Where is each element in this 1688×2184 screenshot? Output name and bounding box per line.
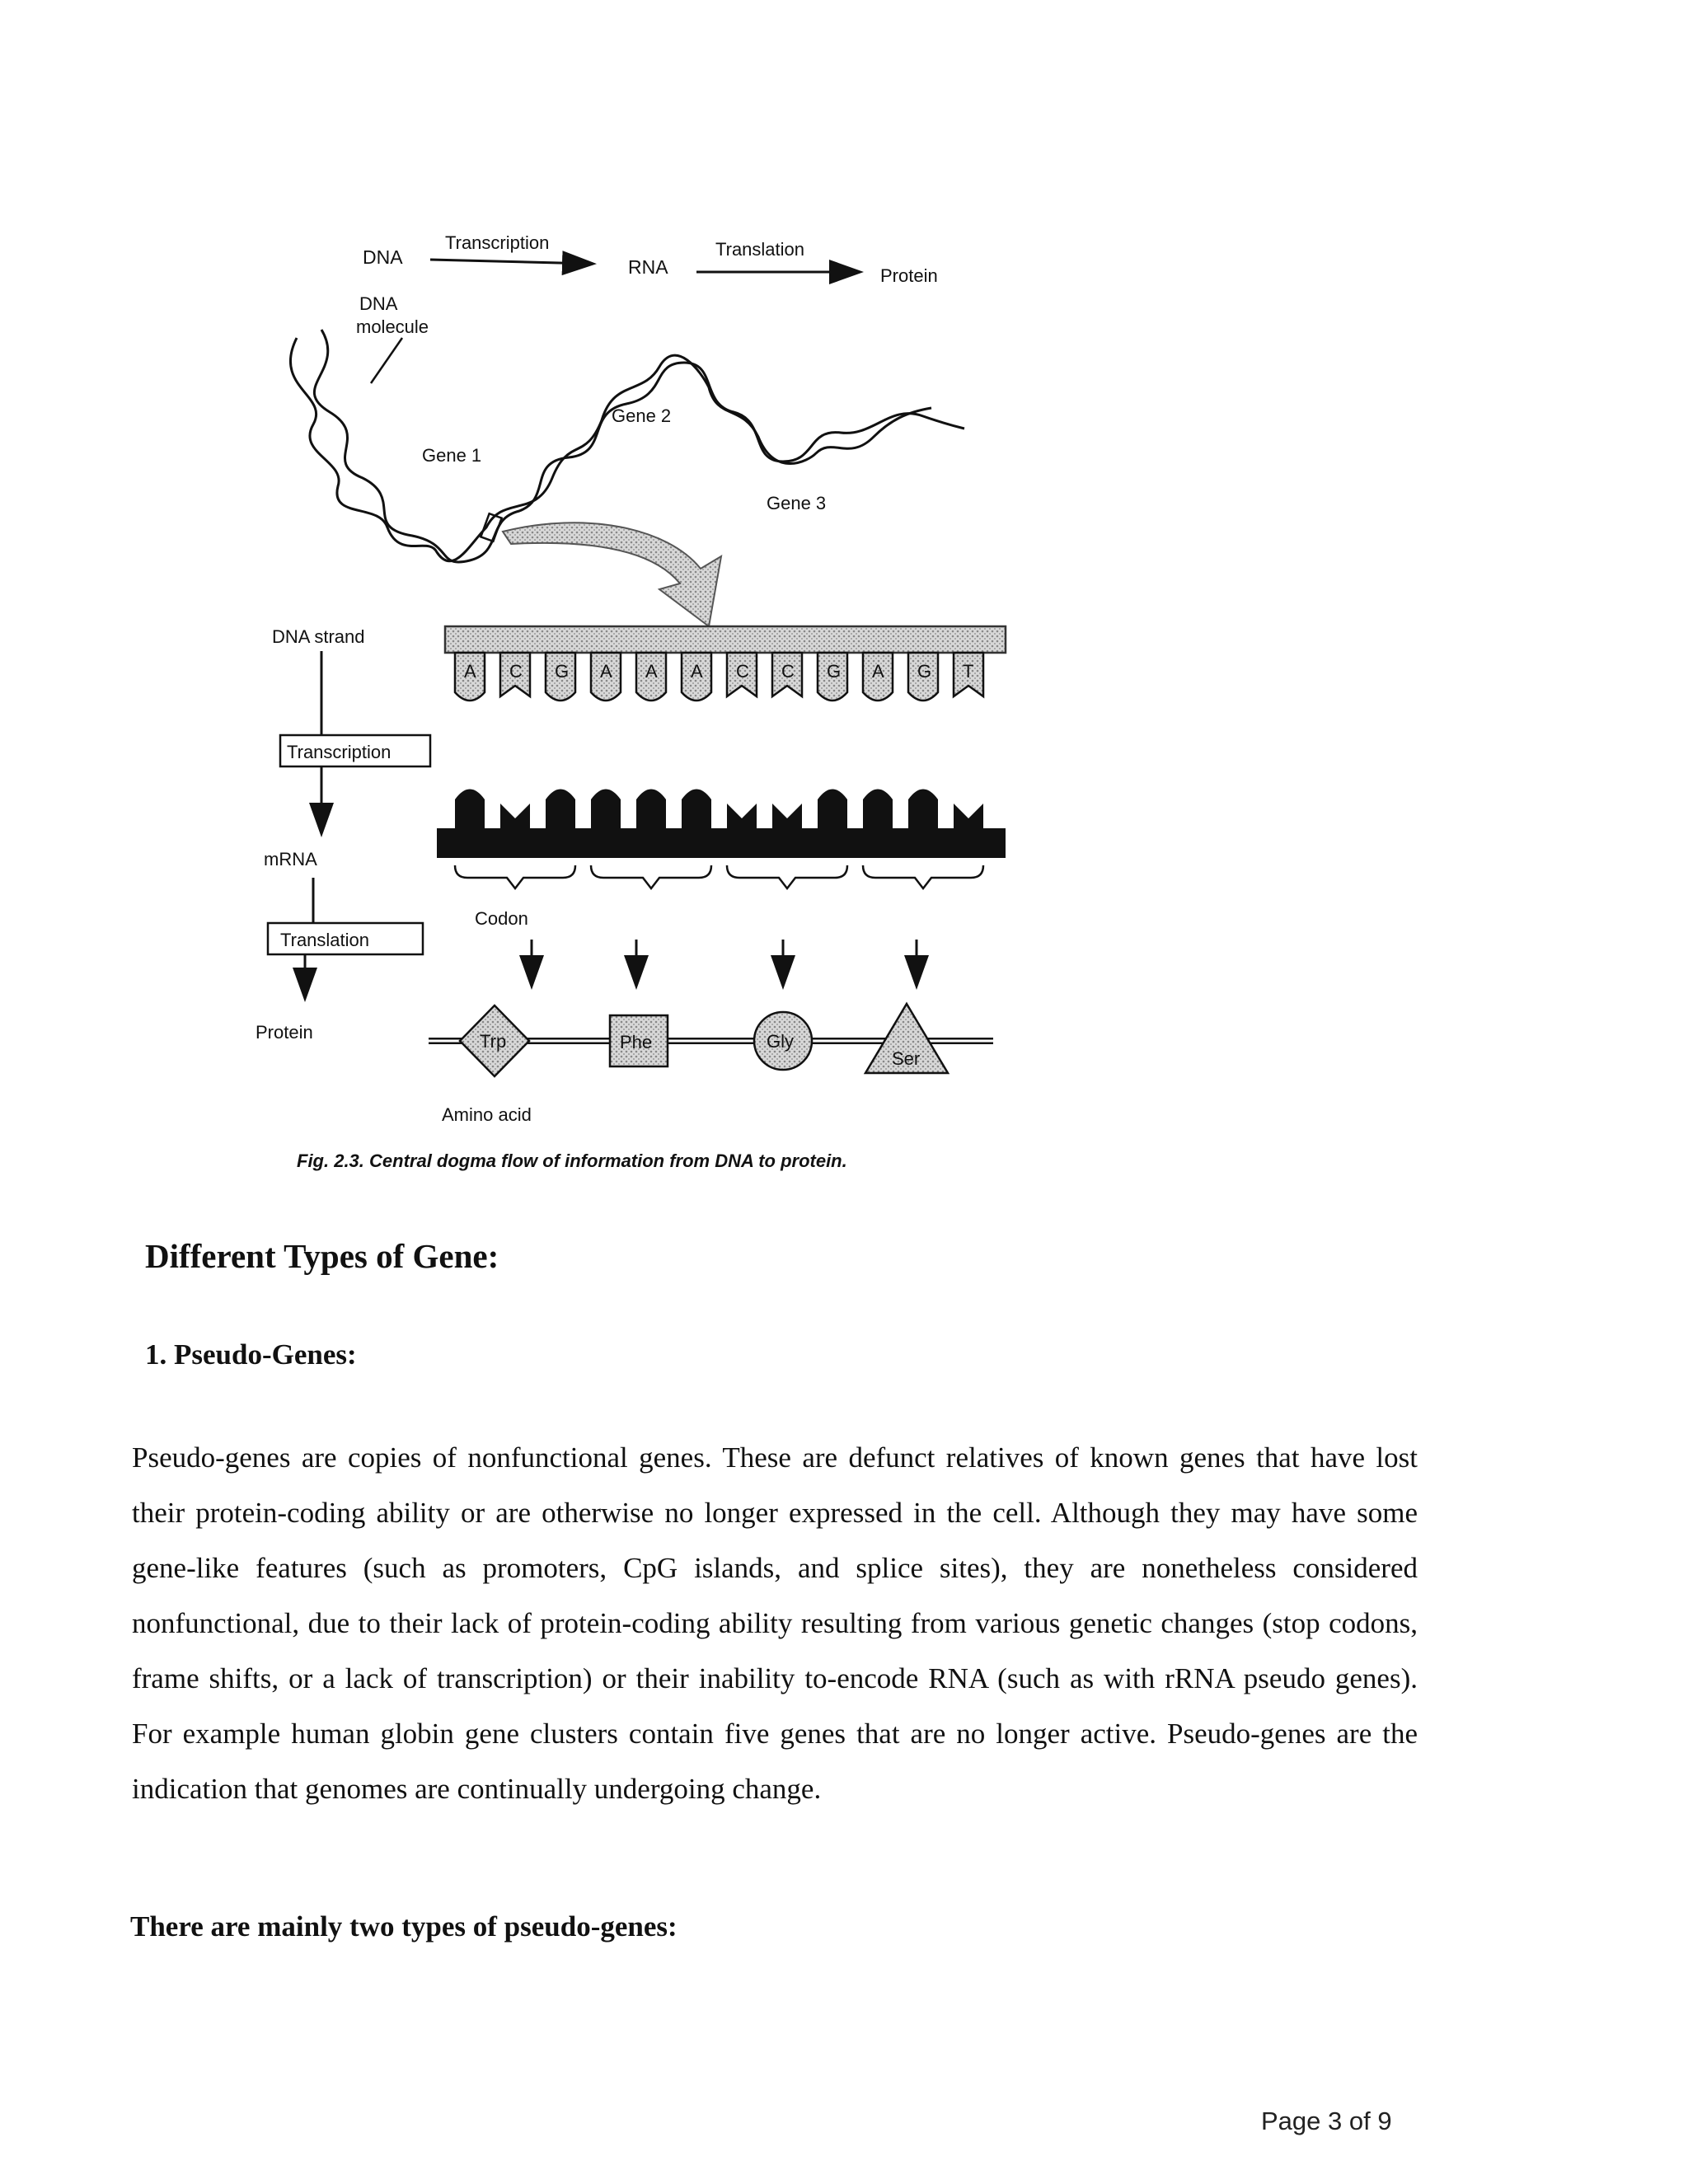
dogma-translation-label: Translation [715, 239, 805, 260]
codon-braces [455, 865, 983, 888]
dna-base [455, 653, 485, 701]
dogma-protein-label: Protein [880, 265, 938, 286]
amino-acid-trp-label: Trp [480, 1031, 507, 1052]
dna-base [636, 653, 666, 701]
dna-helix [290, 330, 964, 562]
dna-base [954, 653, 983, 696]
dna-base-label: G [827, 661, 842, 682]
dogma-dna-label: DNA [363, 246, 403, 268]
dna-base-label: A [872, 661, 884, 682]
dna-base [727, 653, 757, 696]
dna-molecule-label-line1: DNA [359, 293, 398, 314]
dna-base-label: A [645, 661, 658, 682]
gene-3-label: Gene 3 [767, 493, 827, 513]
page-number: Page 3 of 9 [1261, 2107, 1392, 2135]
central-dogma-diagram [239, 214, 1030, 1195]
amino-acid-ser-label: Ser [892, 1048, 921, 1069]
mrna-base [727, 804, 757, 828]
mrna-base [636, 790, 666, 829]
mrna-base [546, 790, 575, 829]
codon-brace [863, 865, 983, 888]
amino-acid-gly-label: Gly [767, 1031, 794, 1052]
mrna-base [455, 790, 485, 829]
zoom-arrow [503, 523, 721, 626]
dna-molecule-pointer [371, 338, 402, 383]
dna-base [546, 653, 575, 701]
figure-caption: Fig. 2.3. Central dogma flow of information from DNA to protein. [297, 1151, 847, 1171]
pseudo-genes-paragraph: Pseudo-genes are copies of nonfunctional genes. These are defunct relatives of known genes that have lost their protein-coding ability or are otherwise no longer expressed in the cell. Although they may have some gene-like features (such as promoters, CpG islands, and splice sites), they are nonetheless considered nonfunctional, due to their lack of protein-coding ability resulting from various genetic changes (stop codons, frame shifts, or a lack of transcription) or their inability to-encode RNA (such as with rRNA pseudo genes). For example human globin gene clusters contain five genes that are no longer active. Pseudo-genes are the indication that genomes are continually undergoing change. [132, 1441, 1418, 1805]
dogma-arrow-1 [430, 260, 592, 264]
dna-base [500, 653, 530, 696]
dna-base-label: T [963, 661, 974, 682]
amino-acid-label: Amino acid [442, 1104, 532, 1125]
dna-base-label: A [600, 661, 612, 682]
codon-label: Codon [475, 908, 528, 929]
amino-acid-phe-label: Phe [620, 1032, 653, 1052]
codon-brace [455, 865, 575, 888]
mrna-bases [455, 790, 983, 829]
gene-2-label: Gene 2 [612, 405, 672, 426]
dna-base-label: A [464, 661, 476, 682]
dna-bases [455, 653, 983, 701]
protein-label: Protein [256, 1022, 313, 1043]
dna-base-label: G [555, 661, 570, 682]
gene-segment-box [481, 513, 501, 541]
dna-base [908, 653, 938, 701]
mrna-base [772, 804, 802, 828]
pseudo-gene-types-heading: There are mainly two types of pseudo-genes: [130, 1910, 678, 1943]
dna-strand-backbone [445, 626, 1006, 653]
dogma-rna-label: RNA [628, 256, 668, 278]
transcription-box-label: Transcription [287, 742, 392, 762]
mrna-base [908, 790, 938, 829]
translation-box-label: Translation [280, 930, 370, 950]
codon-arrows [532, 940, 917, 985]
mrna-backbone [437, 828, 1006, 858]
dna-base-label: C [509, 661, 523, 682]
dna-base-label: C [781, 661, 795, 682]
pseudo-genes-heading: 1. Pseudo-Genes: [145, 1338, 357, 1371]
mrna-base [863, 790, 893, 829]
dna-molecule-label-line2: molecule [356, 316, 429, 337]
dna-base [863, 653, 893, 701]
dna-base [591, 653, 621, 701]
dogma-transcription-label: Transcription [445, 232, 550, 253]
gene-1-label: Gene 1 [422, 445, 482, 466]
section-heading: Different Types of Gene: [145, 1237, 499, 1275]
dna-base-label: G [917, 661, 932, 682]
dna-base [772, 653, 802, 696]
dna-base-label: C [736, 661, 749, 682]
dna-base [682, 653, 711, 701]
mrna-base [500, 804, 530, 828]
codon-brace [727, 865, 847, 888]
mrna-base [682, 790, 711, 829]
mrna-base [591, 790, 621, 829]
mrna-label: mRNA [264, 849, 317, 869]
dna-base [818, 653, 847, 701]
dna-base-label: A [691, 661, 703, 682]
mrna-base [954, 804, 983, 828]
codon-brace [591, 865, 711, 888]
central-dogma-figure [239, 214, 1030, 1195]
dna-strand-label: DNA strand [272, 626, 365, 647]
mrna-base [818, 790, 847, 829]
